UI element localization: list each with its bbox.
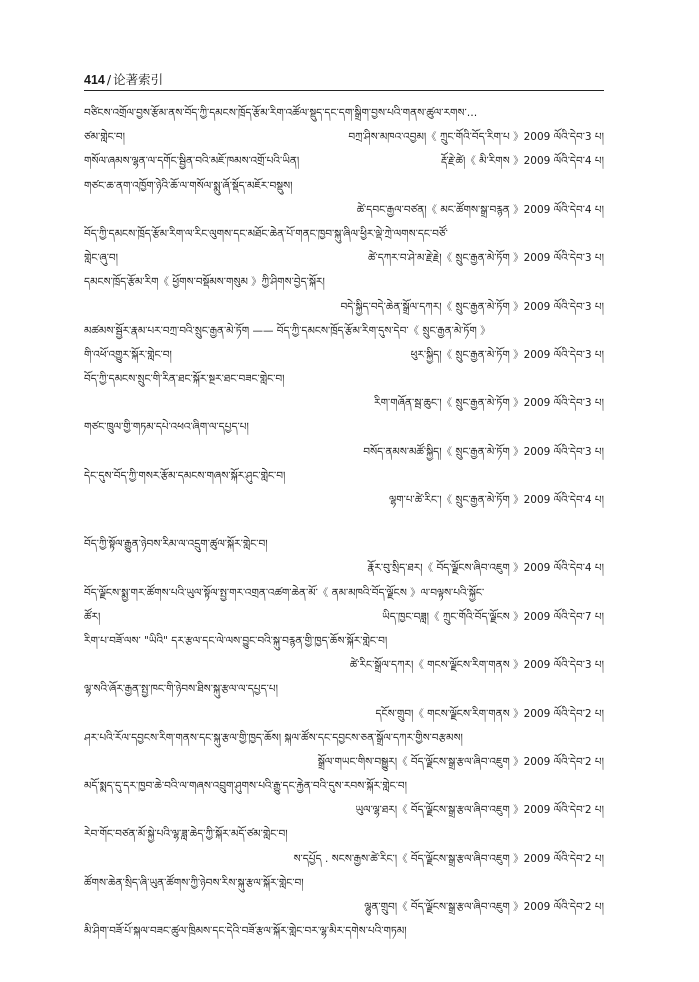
entry-line: ས་དཔྱོད . སངས་རྒྱས་ཚེ་རིང་།《 བོད་ལྗོངས་སྒྲ་རྩལ་ཞིབ་འཇུག 》2009 ལོའི་དེབ་2 པ། — [293, 852, 604, 865]
entry-line — [84, 125, 604, 149]
entry-citation-text: ཚེ་དཀར་བ་ཤེ་མ་རྗེ་རྗེ།《 སྲུང་རྒྱན་མེ་ཏོག 》2009 ལོའི་དེབ་3 པ། — [368, 252, 604, 265]
entry-line — [84, 246, 604, 270]
entry-citation-text: རྡོ་རྗེ་ཚེ།《 མི་རིགས 》2009 ལོའི་དེབ་4 པ། — [441, 155, 604, 168]
entry-title-text: ཚོར། — [84, 610, 101, 623]
entry-line — [84, 605, 604, 629]
entry-line: མི་ཤིག་བཟོ་པོ་སྐལ་བཟང་ཚུལ་ཁྲིམས་དང་དེའི་བཟོ་རྩལ་སྐོར་གླེང་བར་ལྷ་མིར་དགེས་པའི་གཏམ། — [84, 925, 407, 938]
entry-line: བསོད་ནམས་མཚོ་སྐྱིད།《 སྲུང་རྒྱན་མེ་ཏོག 》2009 ལོའི་དེབ་3 པ། — [363, 445, 604, 458]
entry-line: ཚོགས་ཆེན་སྲིད་ཞི་ཡུན་ཚོགས་ཀྱི་ཉེབས་རིས་སྐུ་རྩལ་སྐོར་གླེང་བ། — [84, 876, 304, 889]
entry-line: བོད་ཀྱི་སྟོལ་རྒྱུན་ཉེབས་རིམ་ལ་འདྲུག་ཚུལ་སྐོར་གླེང་བ། — [84, 538, 268, 551]
entry-title-text: གི་འཕོ་འགྱུར་སྐོར་གླེང་བ། — [84, 348, 172, 361]
bibliography-entries — [84, 101, 604, 943]
entry-line: ཡུལ་ལྷ་ཐར།《 བོད་ལྗོངས་སྒྲ་རྩལ་ཞིབ་འཇུག 》2009 ལོའི་དེབ་2 པ། — [355, 804, 604, 817]
entry-line: ཚེ་རིང་སྒྲོལ་དཀར།《 གངས་ལྗོངས་རིག་གནས 》2009 ལོའི་དེབ་3 པ། — [349, 659, 604, 672]
entry-line: ཤར་པའི་རོལ་དབྱངས་རིག་གནས་དང་སྐུ་རྩལ་གྱི་ཁྱད་ཆོས། སྐལ་ཚོས་དང་དབྱངས་ཅན་སྒྲོལ་དཀར་གྱིས་བརྩམས། — [84, 731, 463, 744]
page-number: 414 — [84, 72, 105, 87]
entry-line: ལྷུན་གྲུབ།《 བོད་ལྗོངས་སྒྲ་རྩལ་ཞིབ་འཇུག 》2009 ལོའི་དེབ་2 པ། — [364, 901, 604, 913]
entry-line: བདེ་སྐྱིད་བདེ་ཆེན་སྒྲོལ་དཀར།《 སྲུང་རྒྱན་མེ་ཏོག 》2009 ལོའི་དེབ་3 པ། — [340, 300, 604, 313]
entry-line: ཚེ་དབང་རྒྱལ་བཙན།《 མང་ཚོགས་སྒྲ་བརྙན 》2009 ལོའི་དེབ་4 པ། — [356, 203, 604, 216]
entry-line: བོད་ཀྱི་དམངས་སྲུང་གི་རིན་ཐང་སྐོར་སྔར་ཐང་བཟང་གླེང་བ། — [84, 373, 285, 386]
entry-line: བོད་ལྗོངས་སྨྱ་གར་ཚོགས་པའི་ཡུལ་སྟོལ་སྤྱ་གར་འགྲན་འཚག་ཆེན་མོ་《 ནམ་མཁའི་བོད་ལྗོངས 》ལ་བལྟས་པའི་སྐྱོང་ — [84, 586, 485, 599]
entry-spacer — [84, 512, 604, 532]
entry-line: རིག་པ་བཟོ་ལས་ "ཡིའི" དར་རྩལ་དང་ལེ་ལས་བྱུང་བའི་སྐུ་བརྙན་གྱི་ཁྱད་ཆོས་སྐོར་གླེང་བ། — [84, 634, 388, 647]
entry-title-text: གླེང་ཞུ་བ། — [84, 252, 118, 265]
page — [84, 64, 604, 943]
entry-line: དམངས་ཁྲོད་རྩོམ་རིག《 ཕྱོགས་བསྡོམས་གསུམ 》ཀྱི་ཤིགས་བྱེད་སྐོར། — [84, 276, 325, 289]
entry-title-text: ཙམ་གླེང་བ། — [84, 131, 125, 144]
entry-line: མཚམས་སྦྱོར་རྣམ་པར་བཀྲ་བའི་སྲུང་རྒྱན་མེ་ཏོག —— བོད་ཀྱི་དམངས་ཁྲོད་རྩོམ་རིག་དུས་དེབ་《 སྲུང་རྒྱན་མེ་ཏོག 》 — [84, 324, 491, 337]
entry-line: དེང་དུས་བོད་ཀྱི་གསར་རྩོམ་དམངས་གཞས་སྐོར་ཤུང་གླེང་བ། — [84, 469, 286, 482]
entry-line: གཙང་ཆ་ནག་འཁྱོག་ཉེའི་ཆོ་ལ་གསོལ་སྨུ་ཞོ་སྡོད་མཇོར་བསྡུས། — [84, 179, 293, 192]
entry-line — [84, 343, 604, 367]
entry-title-text: གསོལ་ཞམས་ལྷན་ལ་དགོང་སྦྱིན་བའི་མཇོ་ཁམས་འགྲོ་པའི་ཡིན། — [84, 155, 300, 168]
entry-line: སྒྲོལ་གཡང་གིས་བསྒྱུར།《 བོད་ལྗོངས་སྒྲ་རྩལ་ཞིབ་འཇུག 》2009 ལོའི་དེབ་2 པ། — [317, 755, 604, 768]
entry-line: མདོ་སྨད་དུ་དར་ཁྱབ་ཆེ་བའི་ལ་གཞས་འབྲུག་ཤུགས་པའི་རྒྱུ་དང་རྐྱེན་བའི་དུས་རབས་སྐོར་གླེང་བ། — [84, 780, 407, 793]
header-separator: / — [106, 71, 112, 87]
entry-line: གཙང་ཁྲུལ་གྱི་གཏམ་དཔེ་འཕའ་ཞིག་ལ་དཔྱད་པ། — [84, 421, 249, 434]
entry-line: ལྷ་སའི་ཞོར་རྒྱན་སྤྱ་ཁང་གི་ཉེབས་ཐིས་སྐུ་རྩལ་ལ་དཔྱད་པ། — [84, 683, 278, 696]
entry-line: རྣོར་བུ་སྲིད་ཐར།《 བོད་ལྗོངས་ཞིབ་འཇུག 》2009 ལོའི་དེབ་4 པ། — [367, 562, 604, 575]
entry-line: རིག་གཞོན་སྦ་ཆུང་།《 སྲུང་རྒྱན་མེ་ཏོག 》2009 ལོའི་དེབ་3 པ། — [374, 397, 604, 410]
entry-line: རེབ་གོང་བཙན་མོ་སྐྱེ་པའི་ལྷ་ཟླ་ཆེད་ཀྱི་སྐོར་མདོ་ཙམ་གླེང་བ། — [84, 828, 288, 841]
running-header — [84, 64, 604, 91]
entry-line: དངོས་གྲུབ།《 གངས་ལྗོངས་རིག་གནས 》2009 ལོའི་དེབ་2 པ། — [375, 707, 604, 720]
entry-line: བཙིངས་འགྲོལ་བྱས་རྩོམ་ནས་བོད་ཀྱི་དམངས་ཁྲོད་རྩོམ་རིག་འཚོལ་སྡུད་དང་དག་སྒྲིག་བྱས་པའི་གནས་ཚུལ་རགས་… — [84, 107, 478, 119]
entry-citation-text: ཡིད་ཁྱང་བཟླ།《 ཀྲུང་གོའི་བོད་ལྗོངས 》2009 ལོའི་དེབ་7 པ། — [382, 610, 604, 623]
entry-line: ལྷག་པ་ཚེ་རིང་།《 སྲུང་རྒྱན་མེ་ཏོག 》2009 ལོའི་དེབ་4 པ། — [389, 494, 604, 506]
entry-line — [84, 149, 604, 173]
section-title: 论著索引 — [113, 71, 164, 87]
entry-line: བོད་ཀྱི་དམངས་ཁྲོད་རྩོམ་རིག་ལ་རིང་ལུགས་དང་མཐོང་ཆེན་པོ་གནང་ཁྱབ་སྐུ་ཞིལ་ཕྱིར་ལྡེ་ཀྲེ་ལགས་དང་བཙོ་ — [84, 227, 448, 240]
entry-citation-text: ཕུར་སྐྱིད།《 སྲུང་རྒྱན་མེ་ཏོག 》2009 ལོའི་དེབ་3 པ། — [410, 348, 604, 361]
entry-citation-text: བཀྲ་ཤིས་མཁའ་འབྱམ།《 ཀྲུང་གོའི་བོད་རིག་པ 》2009 ལོའི་དེབ་3 པ། — [348, 131, 604, 144]
